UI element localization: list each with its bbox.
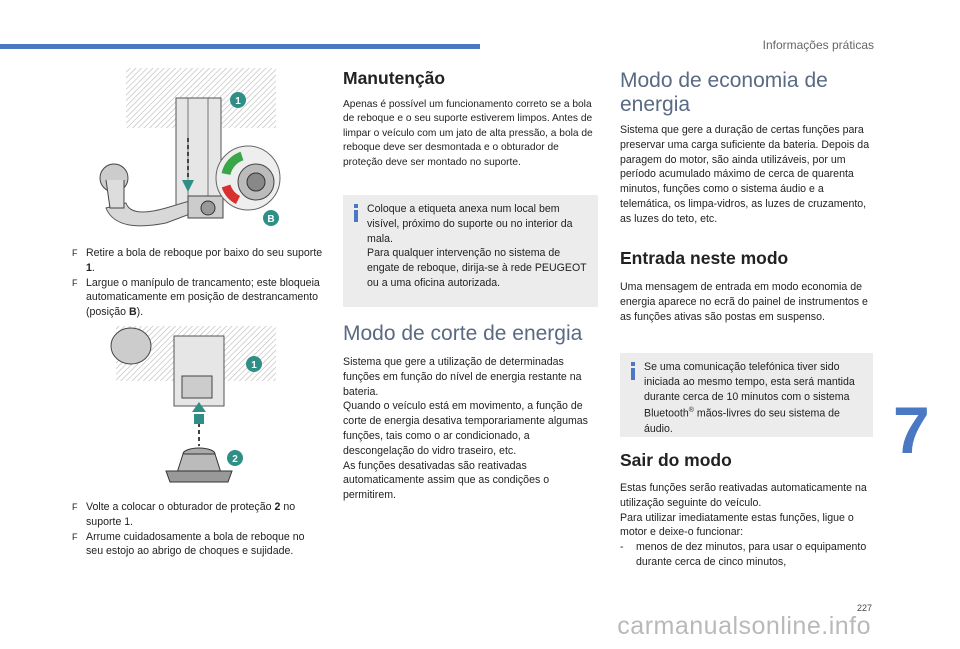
- bullet-marker: F: [72, 531, 78, 542]
- exit-mode-paragraph-1: Estas funções serão reativadas automaticamente na utilização seguinte do veículo.: [620, 482, 867, 509]
- bullet-marker: F: [72, 277, 78, 288]
- instructions-list-bottom: [72, 500, 324, 559]
- enter-mode-heading: Entrada neste modo: [620, 248, 789, 268]
- info-text-1: Coloque a etiqueta anexa num local bem visível, próximo do suporte ou no interior da mala.: [367, 203, 573, 245]
- registered-mark: ®: [688, 407, 694, 415]
- energy-cut-paragraph-2: Quando o veículo está em movimento, a função de corte de energia desativa temporariamente algumas funções, tais como o ar condicionado, a descongelação do vidro traseiro, etc.: [343, 400, 588, 457]
- info-text-2: Para qualquer intervenção no sistema de engate de reboque, dirija-se à rede PEUGEOT ou a uma oficina autorizada.: [367, 247, 587, 289]
- exit-mode-heading: Sair do modo: [620, 450, 732, 470]
- bullet-marker: F: [72, 248, 78, 258]
- exit-mode-paragraph-2: Para utilizar imediatamente estas funções, ligue o motor e deixe-o funcionar:: [620, 511, 854, 539]
- item-text-end: ).: [136, 306, 144, 319]
- protective-cap-drawing: [96, 326, 286, 486]
- label-b-text: B: [267, 214, 275, 225]
- item-text: Retire a bola de reboque por baixo do seu suporte: [86, 247, 323, 259]
- item-text: Arrume cuidadosamente a bola de reboque no seu estojo ao abrigo de choques e sujidade.: [86, 530, 305, 558]
- energy-cut-text: [343, 355, 600, 503]
- watermark: carmanualsonline.info: [617, 612, 871, 640]
- towball-removal-illustration: [96, 68, 286, 236]
- bullet-marker: F: [72, 502, 78, 512]
- economy-mode-heading: Modo de economia de energia: [620, 69, 828, 116]
- list-item: [72, 530, 324, 560]
- item-bold: 1: [86, 261, 92, 274]
- energy-cut-heading: Modo de corte de energia: [343, 322, 583, 345]
- exit-mode-item-text: menos de dez minutos, para usar o equipamento durante cerca de cinco minutos,: [636, 541, 867, 568]
- section-title: Informações práticas: [762, 38, 874, 52]
- list-item: [72, 246, 324, 276]
- label-1-text: 1: [251, 360, 257, 371]
- info-icon: [628, 362, 638, 380]
- towball-removal-drawing: [96, 68, 286, 236]
- item-text: Largue o manípulo de trancamento; este bloqueia automaticamente em posição de destrancamento (posição: [86, 276, 320, 319]
- exit-mode-list-item: [620, 540, 874, 570]
- item-text-end: .: [91, 261, 95, 274]
- towbar-info-box: [343, 195, 598, 307]
- item-bold: 2: [274, 501, 281, 513]
- label-2-text: 2: [232, 454, 238, 465]
- phone-info-text: [644, 360, 865, 437]
- instructions-list-top: [72, 246, 324, 320]
- info-icon: [351, 204, 361, 222]
- economy-mode-text: Sistema que gere a duração de certas funções para preservar uma carga suficiente da bateria. Depois da paragem do motor, são ainda utilizáveis, por um período acumulado máximo de cerca de quarenta minutos, funções como o sistema áudio e a telemática, os limpa-vidros, as luzes de cruzamento, as luzes do teto, etc.: [620, 124, 870, 225]
- item-text-end: no suporte 1.: [86, 501, 296, 528]
- item-bold: B: [129, 306, 137, 319]
- exit-mode-text: [620, 481, 874, 570]
- phone-info-post: mãos-livres do seu sistema de áudio.: [644, 407, 840, 435]
- dash-marker: -: [620, 541, 624, 554]
- chapter-number: 7: [893, 393, 930, 467]
- protective-cap-illustration: [96, 326, 286, 486]
- energy-cut-paragraph-3: As funções desativadas são reativadas automaticamente assim que as condições o permitirem.: [343, 459, 550, 502]
- energy-cut-paragraph-1: Sistema que gere a utilização de determinadas funções em função do nível de energia restante na bateria.: [343, 356, 582, 398]
- maintenance-text: Apenas é possível um funcionamento correto se a bola de reboque e o seu suporte estiverem limpos. Antes de limpar o veículo com um jato de alta pressão, a bola de reboque deve ser desmontada e o obturador de proteção deve ser montado no suporte.: [343, 99, 593, 168]
- phone-info-pre: Se uma comunicação telefónica tiver sido iniciada ao mesmo tempo, esta será mantida durante cerca de 10 minutos com o sistema Bluetooth: [644, 361, 855, 420]
- item-text: Volte a colocar o obturador de proteção: [86, 501, 275, 513]
- enter-mode-text: Uma mensagem de entrada em modo economia de energia aparece no ecrã do painel de instrumentos e as funções ativas são postas em suspenso.: [620, 281, 868, 323]
- phone-call-info-box: [620, 353, 873, 437]
- label-1-text: 1: [235, 96, 241, 107]
- list-item: [72, 500, 324, 530]
- list-item: [72, 276, 324, 320]
- page-number: 227: [856, 603, 872, 613]
- maintenance-heading: Manutenção: [343, 68, 446, 88]
- header-accent-bar: [0, 44, 480, 49]
